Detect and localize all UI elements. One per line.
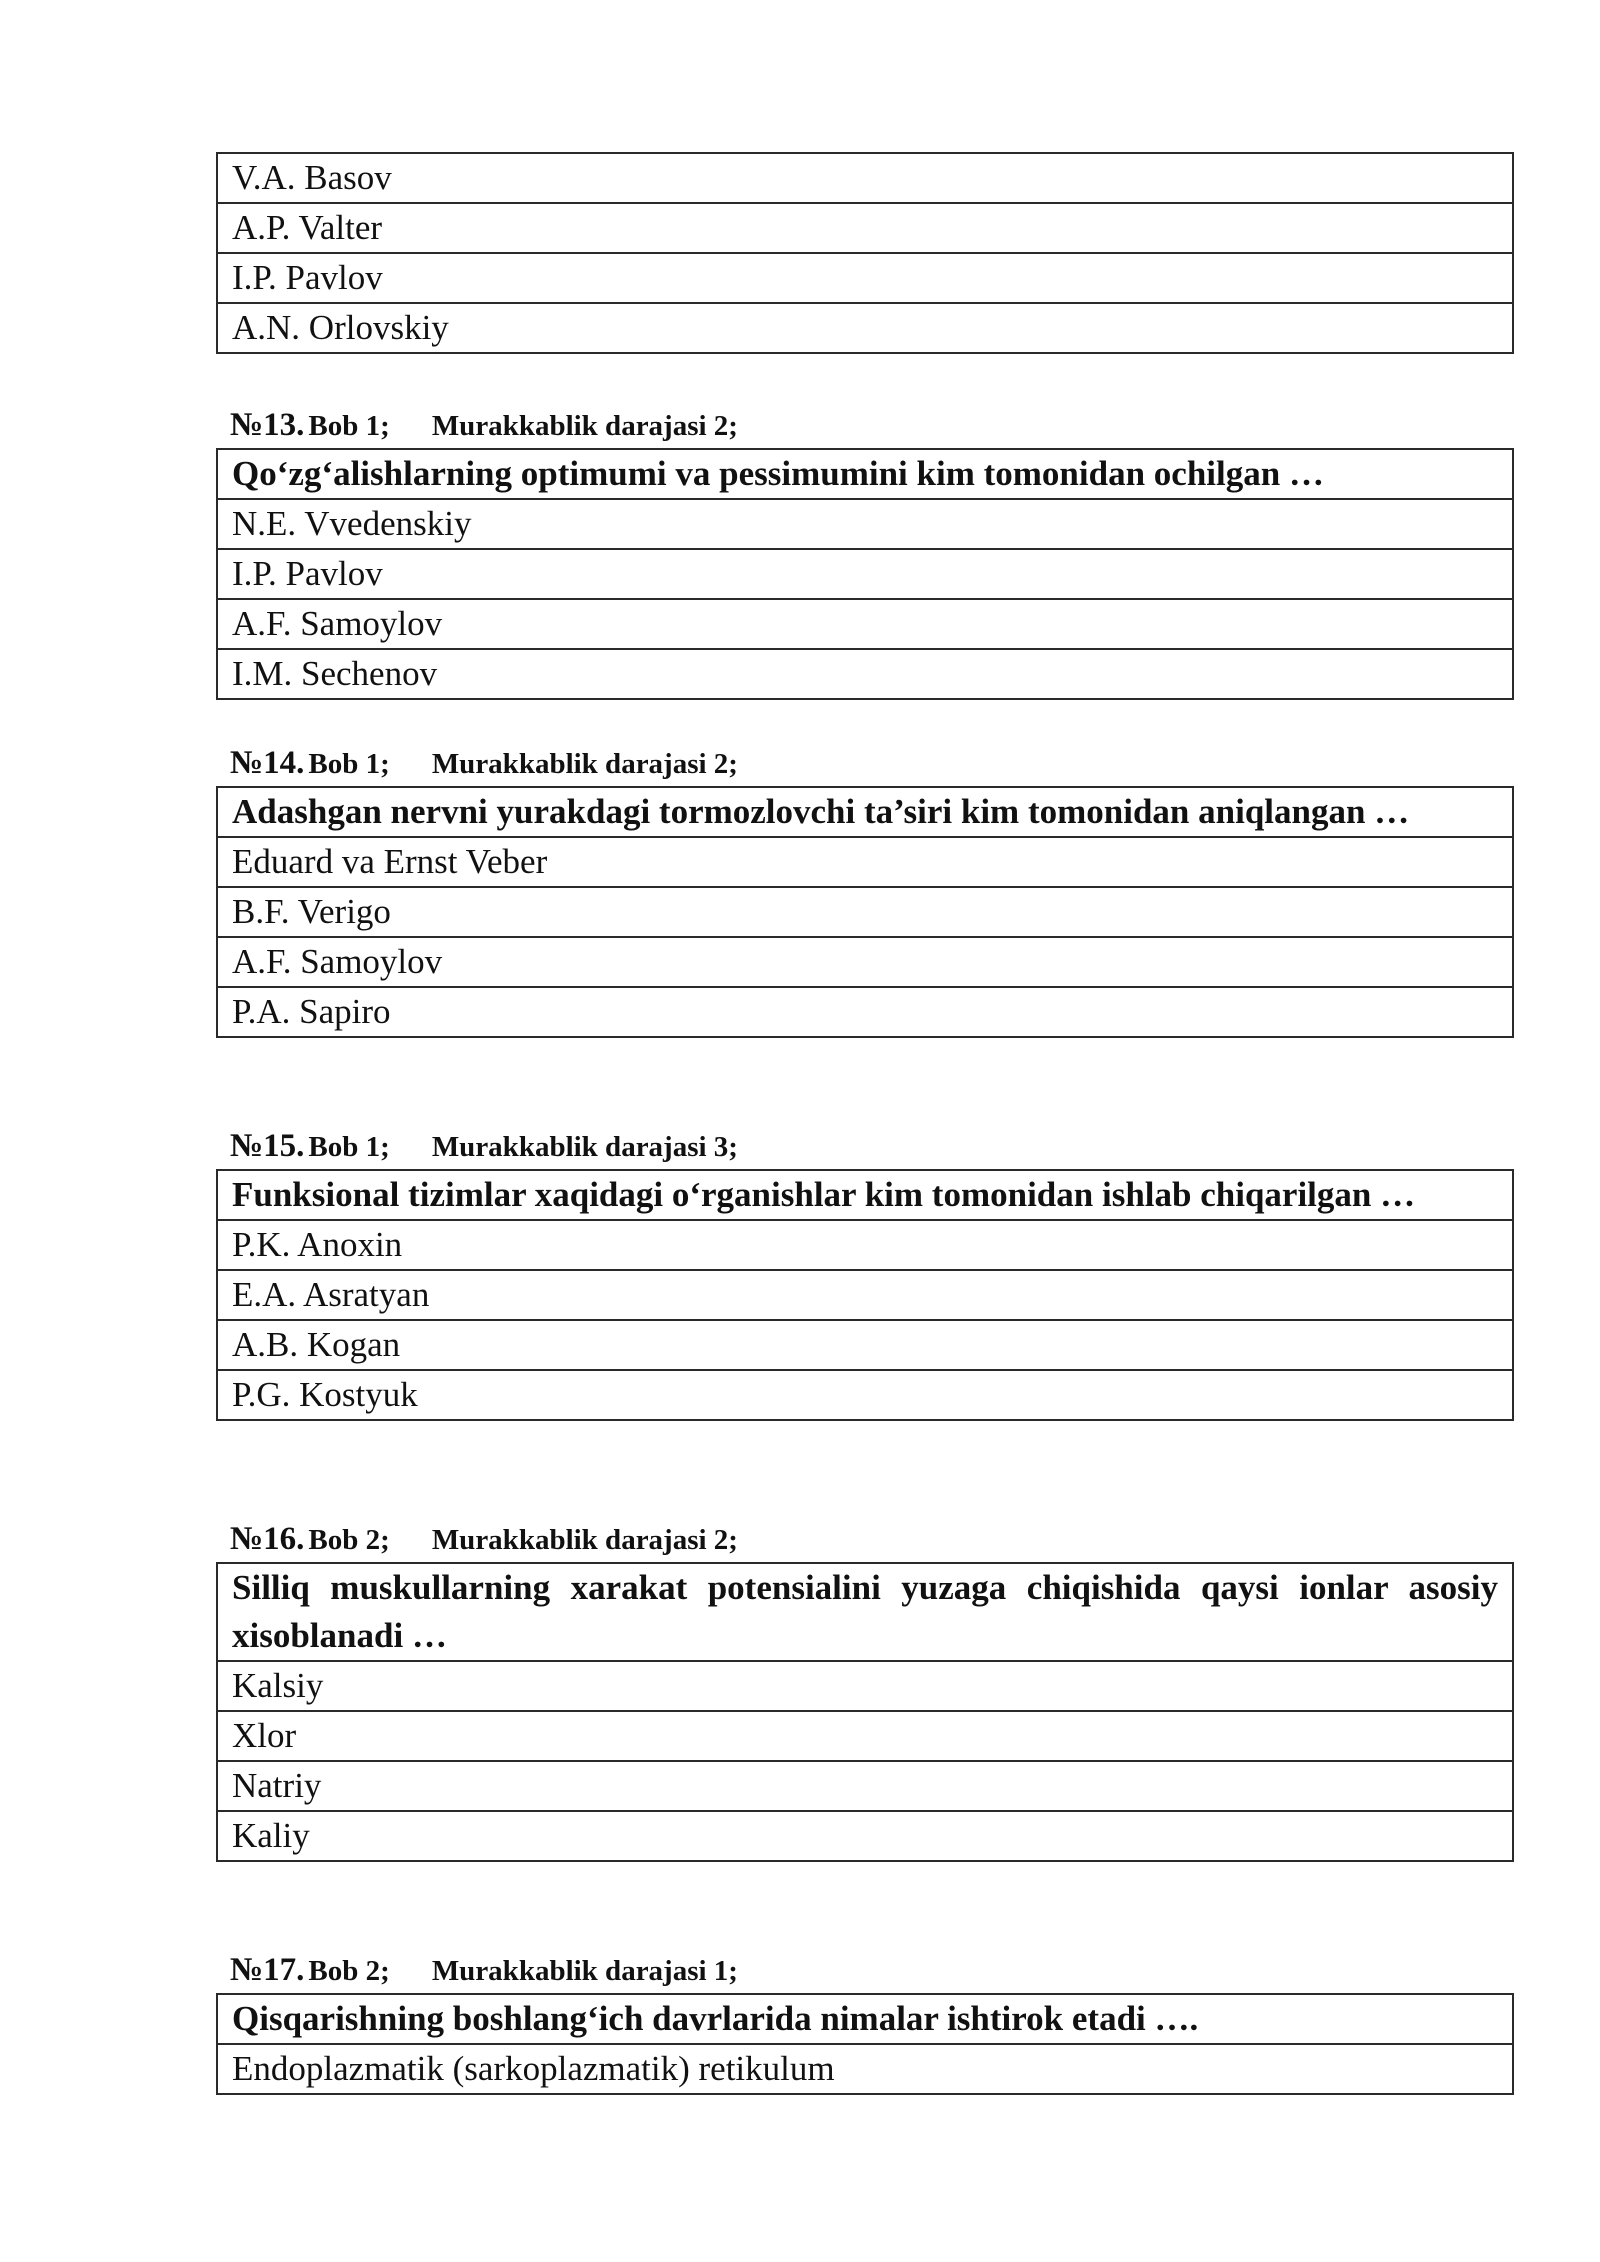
- question-chapter: Bob 1;: [308, 1131, 390, 1163]
- question-difficulty: Murakkablik darajasi 3;: [431, 1131, 738, 1163]
- question-number: №16.: [230, 1521, 305, 1557]
- question-header: [230, 1522, 738, 1556]
- answer-option: I.M. Sechenov: [217, 649, 1513, 699]
- question-text: Qo‘zg‘alishlarning optimumi va pessimumini kim tomonidan ochilgan …: [217, 449, 1513, 499]
- question-number: №14.: [230, 745, 305, 781]
- question-chapter: Bob 2;: [308, 1524, 390, 1556]
- question-header: [230, 746, 738, 780]
- answer-option: A.F. Samoylov: [217, 937, 1513, 987]
- question-number: №13.: [230, 407, 305, 443]
- continued-options-table: [216, 152, 1514, 354]
- answer-option: A.F. Samoylov: [217, 599, 1513, 649]
- question-header: [230, 1129, 738, 1163]
- question-text: Silliq muskullarning xarakat potensialini yuzaga chiqishida qaysi ionlar asosiy xisoblanadi …: [217, 1563, 1513, 1661]
- question-table: [216, 1993, 1514, 2095]
- answer-option: Endoplazmatik (sarkoplazmatik) retikulum: [217, 2044, 1513, 2094]
- answer-option: N.E. Vvedenskiy: [217, 499, 1513, 549]
- answer-option: P.A. Sapiro: [217, 987, 1513, 1037]
- question-table: [216, 1169, 1514, 1421]
- question-chapter: Bob 2;: [308, 1955, 390, 1987]
- question-difficulty: Murakkablik darajasi 2;: [431, 748, 738, 780]
- answer-option: Kaliy: [217, 1811, 1513, 1861]
- answer-option: P.G. Kostyuk: [217, 1370, 1513, 1420]
- question-header: [230, 1953, 738, 1987]
- answer-option: A.P. Valter: [217, 203, 1513, 253]
- question-header: [230, 408, 738, 442]
- question-chapter: Bob 1;: [308, 410, 390, 442]
- answer-option: Natriy: [217, 1761, 1513, 1811]
- answer-option: I.P. Pavlov: [217, 549, 1513, 599]
- question-difficulty: Murakkablik darajasi 2;: [431, 410, 738, 442]
- answer-option: P.K. Anoxin: [217, 1220, 1513, 1270]
- question-difficulty: Murakkablik darajasi 1;: [431, 1955, 738, 1987]
- answer-option: E.A. Asratyan: [217, 1270, 1513, 1320]
- answer-option: Kalsiy: [217, 1661, 1513, 1711]
- question-table: [216, 1562, 1514, 1862]
- answer-option: Xlor: [217, 1711, 1513, 1761]
- question-text: Funksional tizimlar xaqidagi o‘rganishlar kim tomonidan ishlab chiqarilgan …: [217, 1170, 1513, 1220]
- question-number: №15.: [230, 1128, 305, 1164]
- question-table: [216, 786, 1514, 1038]
- question-text: Qisqarishning boshlang‘ich davrlarida nimalar ishtirok etadi ….: [217, 1994, 1513, 2044]
- question-text: Adashgan nervni yurakdagi tormozlovchi ta’siri kim tomonidan aniqlangan …: [217, 787, 1513, 837]
- answer-option: I.P. Pavlov: [217, 253, 1513, 303]
- question-number: №17.: [230, 1952, 305, 1988]
- answer-option: A.B. Kogan: [217, 1320, 1513, 1370]
- question-difficulty: Murakkablik darajasi 2;: [431, 1524, 738, 1556]
- answer-option: B.F. Verigo: [217, 887, 1513, 937]
- answer-option: Eduard va Ernst Veber: [217, 837, 1513, 887]
- answer-option: V.A. Basov: [217, 153, 1513, 203]
- answer-option: A.N. Orlovskiy: [217, 303, 1513, 353]
- question-table: [216, 448, 1514, 700]
- question-chapter: Bob 1;: [308, 748, 390, 780]
